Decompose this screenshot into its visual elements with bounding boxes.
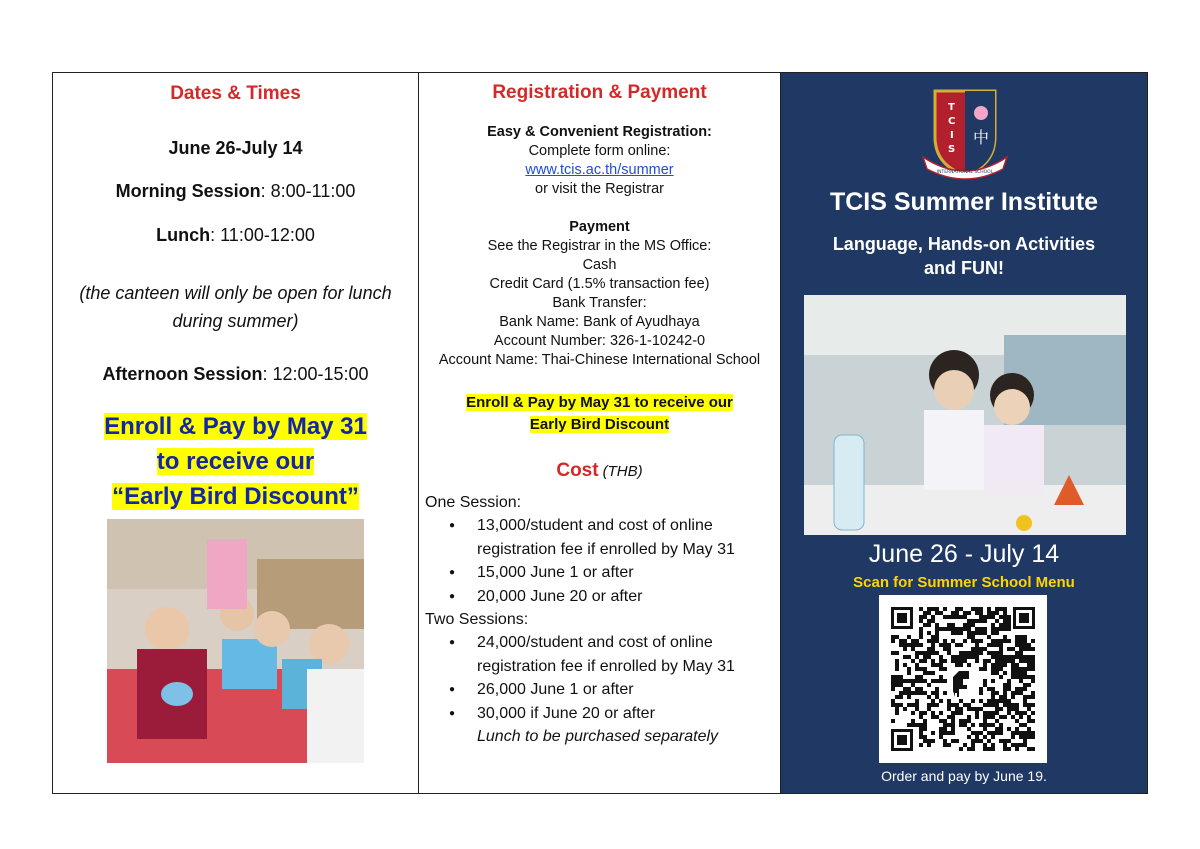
morning-session [53,181,418,202]
dates-times-panel [53,73,419,793]
qr-code-graphic [879,595,1047,763]
session-dates: June 26-July 14 [168,138,303,158]
list-item: ● 26,000 June 1 or after [477,678,774,701]
early-bird-line-2 [419,415,780,434]
payment-line: Bank Transfer: [552,295,647,311]
lunch-label: Lunch [156,225,211,245]
summer-institute-panel [781,73,1147,793]
enroll-text-3: “Early Bird Discount” [112,483,359,510]
registration-payment-panel [419,73,781,793]
payment-heading: Payment [569,219,630,235]
payment-line: Account Number: 326-1-10242-0 [493,333,706,349]
enroll-text-1: Enroll & Pay by May 31 [104,413,367,440]
early-bird-text-2: Early Bird Discount [529,416,670,433]
early-bird-line-1 [419,393,780,412]
enroll-line-3 [53,479,418,514]
two-sessions-label: Two Sessions: [425,611,529,629]
early-bird-text-1: Enroll & Pay by May 31 to receive our [466,394,733,411]
afternoon-label: Afternoon Session [102,364,263,384]
cost-list [425,491,774,748]
list-item: ● 15,000 June 1 or after [477,561,774,584]
enroll-text-2: to receive our [156,448,315,475]
kids-crafts-photo [107,519,364,763]
payment-line: Account Name: Thai-Chinese International School [438,352,761,368]
easy-registration-heading: Easy & Convenient Registration: [487,124,712,140]
logo-ribbon-text: INTERNATIONAL SCHOOL [936,170,994,175]
complete-form-text: Complete form online: [528,143,671,159]
logo-char: 中 [973,128,990,147]
qr-code[interactable] [879,595,1047,763]
logo-letter: C [948,116,956,127]
promo-dates: June 26 - July 14 [868,540,1060,568]
registration-link-line [419,161,780,180]
one-session-label: One Session: [425,494,522,511]
list-item: ● 24,000/student and cost of online registration fee if enrolled by May 31 [477,631,774,678]
list-item: ● 30,000 if June 20 or after [477,702,774,725]
order-deadline: Order and pay by June 19. [881,768,1047,784]
payment-line: Bank Name: Bank of Ayudhaya [499,314,700,330]
registration-url-link[interactable]: www.tcis.ac.th/summer [525,162,674,178]
institute-subtitle-1: Language, Hands-on Activities [832,234,1096,254]
logo-letter: I [950,130,954,141]
list-item: ● 13,000/student and cost of online registration fee if enrolled by May 31 [477,514,774,561]
cost-title: Cost [556,460,599,481]
cost-currency: (THB) [602,463,643,480]
enroll-line-1 [53,409,418,444]
lunch-time: : 11:00-12:00 [210,225,315,245]
logo-letter: S [948,144,956,155]
lunch-time-line [53,225,418,246]
registration-heading: Registration & Payment [492,82,707,103]
afternoon-time: : 12:00-15:00 [262,364,369,384]
canteen-note-2: during summer) [172,311,299,331]
institute-title: TCIS Summer Institute [829,188,1099,216]
kids-science-photo [804,295,1126,535]
enroll-line-2 [53,444,418,479]
morning-time: : 8:00-11:00 [260,181,356,201]
brochure [52,72,1148,794]
two-sessions-list [425,631,774,725]
list-item: ● 20,000 June 20 or after [477,585,774,608]
cost-heading [419,461,780,482]
institute-subtitle-2: and FUN! [924,258,1004,278]
visit-registrar-text: or visit the Registrar [535,181,664,197]
payment-line: Cash [582,257,617,273]
one-session-list [425,514,774,608]
logo-letter: T [948,102,955,113]
payment-line: Credit Card (1.5% transaction fee) [489,276,710,292]
tcis-logo [913,85,1017,181]
morning-label: Morning Session [115,181,261,201]
canteen-note-1: (the canteen will only be open for lunch [79,283,392,303]
dates-times-heading: Dates & Times [170,83,301,104]
scan-menu-text: Scan for Summer School Menu [853,574,1075,591]
afternoon-session [53,364,418,385]
payment-line: See the Registrar in the MS Office: [487,238,712,254]
lunch-note: Lunch to be purchased separately [477,728,719,746]
